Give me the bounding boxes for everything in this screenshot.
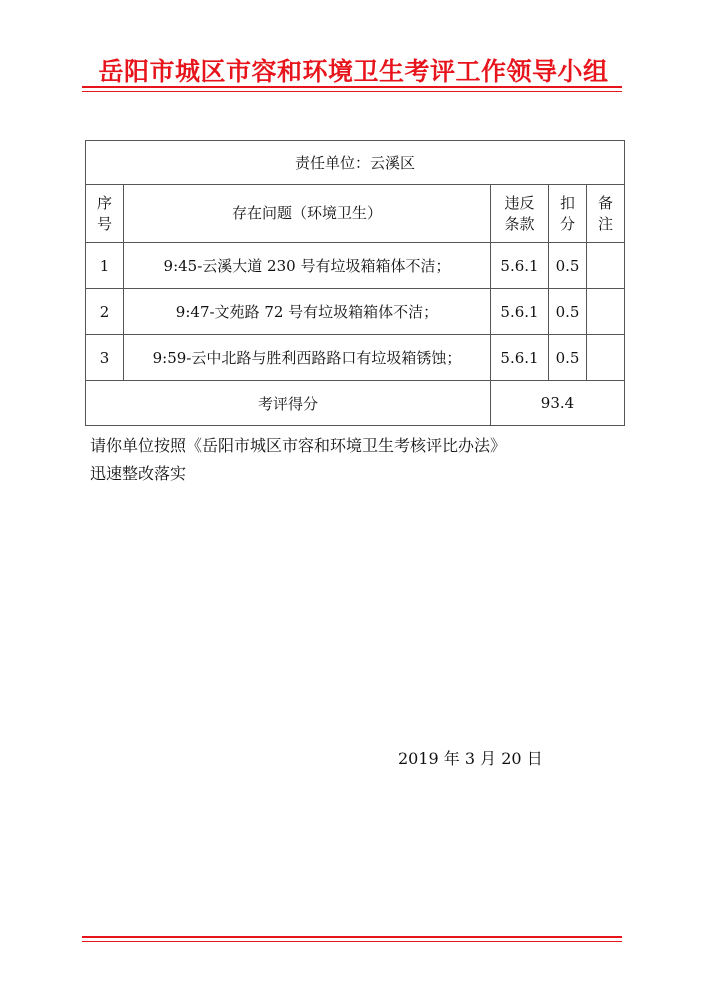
issue-date: 2019 年 3 月 20 日 [398,749,543,768]
footer-rule-thin [82,941,622,942]
row-remark [587,243,625,289]
row-seq: 2 [86,289,124,335]
row-issue: 9:59-云中北路与胜利西路路口有垃圾箱锈蚀； [124,335,491,381]
table-row [86,243,625,289]
header-rule-thin [82,91,622,92]
row-deduct: 0.5 [549,335,587,381]
footer-rule-thick [82,936,622,938]
total-label: 考评得分 [86,381,491,426]
col-remark-header: 备 注 [587,185,625,243]
total-row [86,381,625,426]
row-seq: 1 [86,243,124,289]
document-title: 岳阳市城区市容和环境卫生考评工作领导小组 [98,57,609,86]
row-clause: 5.6.1 [491,243,549,289]
note-line-2: 迅速整改落实 [90,464,187,483]
rectification-note [90,432,630,488]
column-header-row [86,185,625,243]
row-deduct: 0.5 [549,289,587,335]
col-seq-header: 序 号 [86,185,124,243]
responsible-unit: 责任单位：云溪区 [86,141,625,185]
note-line-1: 请你单位按照《岳阳市城区市容和环境卫生考核评比办法》 [90,436,507,455]
row-issue: 9:45-云溪大道 230 号有垃圾箱箱体不洁； [124,243,491,289]
header-rule-thick [82,86,622,88]
total-score: 93.4 [491,381,625,426]
row-deduct: 0.5 [549,243,587,289]
row-remark [587,335,625,381]
inspection-table [85,140,625,426]
row-clause: 5.6.1 [491,289,549,335]
row-issue: 9:47-文苑路 72 号有垃圾箱箱体不洁； [124,289,491,335]
table-row [86,335,625,381]
row-remark [587,289,625,335]
col-clause-header: 违反 条款 [491,185,549,243]
table-row [86,289,625,335]
row-clause: 5.6.1 [491,335,549,381]
col-deduct-header: 扣 分 [549,185,587,243]
row-seq: 3 [86,335,124,381]
col-issue-header: 存在问题（环境卫生） [124,185,491,243]
unit-row [86,141,625,185]
